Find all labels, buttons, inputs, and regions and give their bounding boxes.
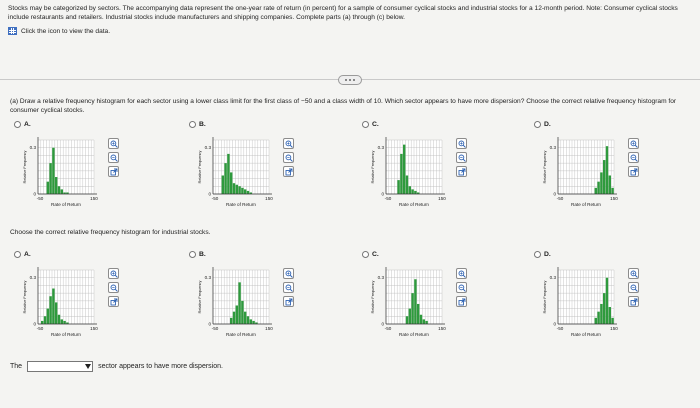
chart-tools <box>628 138 639 177</box>
magnify-minus-icon[interactable] <box>458 284 466 292</box>
zoom-out-button[interactable] <box>283 152 294 163</box>
histogram-bar <box>224 163 226 194</box>
histogram-bar <box>595 188 597 194</box>
zoom-in-button[interactable] <box>283 138 294 149</box>
x-axis-label: Rate of Return <box>399 202 429 207</box>
zoom-in-button[interactable] <box>628 268 639 279</box>
histogram-bar <box>236 185 238 194</box>
histogram-bar <box>611 188 613 194</box>
histogram-bar <box>603 293 605 324</box>
histogram-bar <box>406 316 408 324</box>
option-label: A. <box>24 121 31 128</box>
option-industrial-b[interactable] <box>189 251 206 258</box>
y-tick-label: 0 <box>208 191 211 197</box>
radio-industrial-b[interactable] <box>189 251 196 258</box>
x-axis-label: Rate of Return <box>226 202 256 207</box>
histogram-bar <box>397 180 399 194</box>
histogram-bar <box>41 321 43 324</box>
histogram-bar <box>252 321 254 324</box>
histogram-bar <box>417 304 419 324</box>
option-label: A. <box>24 251 31 258</box>
zoom-in-button[interactable] <box>108 268 119 279</box>
radio-consumer-b[interactable] <box>189 121 196 128</box>
expand-collapse-handle[interactable] <box>338 75 362 85</box>
histogram-bar <box>603 160 605 194</box>
x-tick-label: 150 <box>90 196 98 201</box>
option-label: C. <box>372 251 379 258</box>
histogram-bar <box>52 148 54 194</box>
magnify-minus-icon[interactable] <box>110 154 118 162</box>
external-link-icon[interactable] <box>630 168 638 176</box>
zoom-out-button[interactable] <box>283 282 294 293</box>
histogram-bar <box>597 182 599 194</box>
histogram-industrial-d[interactable] <box>540 262 626 348</box>
histogram-bar <box>49 296 51 324</box>
chart-tools <box>283 138 294 177</box>
magnify-minus-icon[interactable] <box>630 154 638 162</box>
histogram-bar <box>52 289 54 324</box>
histogram-industrial-b[interactable] <box>195 262 281 348</box>
external-link-icon[interactable] <box>110 168 118 176</box>
external-link-icon[interactable] <box>630 298 638 306</box>
data-table-icon[interactable] <box>8 27 17 35</box>
magnify-plus-icon[interactable] <box>458 270 466 278</box>
view-data-link[interactable] <box>8 27 110 35</box>
zoom-out-button[interactable] <box>108 282 119 293</box>
histogram-bar <box>611 318 613 324</box>
histogram-bar <box>244 312 246 324</box>
histogram-industrial-c[interactable] <box>368 262 454 348</box>
histogram-bar <box>411 189 413 194</box>
x-axis-label: Rate of Return <box>226 332 256 337</box>
histogram-bar <box>414 191 416 194</box>
zoom-out-button[interactable] <box>628 152 639 163</box>
histogram-bar <box>241 188 243 194</box>
histogram-bar <box>597 312 599 324</box>
histogram-bar <box>247 316 249 324</box>
zoom-in-button[interactable] <box>456 138 467 149</box>
industrial-question: Choose the correct relative frequency histogram for industrial stocks. <box>10 229 211 236</box>
histogram-bar <box>236 305 238 324</box>
histogram-bar <box>230 172 232 194</box>
histogram-bar <box>425 321 427 324</box>
option-consumer-b[interactable] <box>189 121 206 128</box>
chart-tools <box>108 138 119 177</box>
chevron-down-icon[interactable] <box>85 364 91 369</box>
radio-consumer-c[interactable] <box>362 121 369 128</box>
histogram-bar <box>238 282 240 324</box>
option-label: D. <box>544 251 551 258</box>
option-industrial-a[interactable] <box>14 251 31 258</box>
pop-out-button[interactable] <box>456 166 467 177</box>
x-tick-label: -50 <box>556 196 564 201</box>
zoom-in-button[interactable] <box>456 268 467 279</box>
pop-out-button[interactable] <box>108 296 119 307</box>
x-tick-label: 150 <box>610 196 618 201</box>
pop-out-button[interactable] <box>628 166 639 177</box>
option-industrial-c[interactable] <box>362 251 379 258</box>
y-tick-label: 0.3 <box>377 145 384 151</box>
y-tick-label: 0 <box>208 321 211 327</box>
histogram-bar <box>61 319 63 324</box>
histogram-bar <box>609 175 611 194</box>
option-consumer-d[interactable] <box>534 121 551 128</box>
pop-out-button[interactable] <box>628 296 639 307</box>
y-axis-label: Relative Frequency <box>371 280 375 314</box>
histogram-consumer-a[interactable] <box>20 132 106 218</box>
chart-tools <box>283 268 294 307</box>
view-data-label: Click the icon to view the data. <box>21 27 111 35</box>
x-axis-label: Rate of Return <box>399 332 429 337</box>
x-tick-label: -50 <box>36 196 44 201</box>
histogram-bar <box>600 304 602 324</box>
histogram-bar <box>409 309 411 324</box>
part-a-question: (a) Draw a relative frequency histogram for each sector using a lower class limit for the first class of −50 and a class width of 10. Which sector appears to have more dispersion? Choose the correct relative frequency histogram for consumer cyclical stocks. <box>10 98 677 114</box>
histogram-bar <box>406 175 408 194</box>
y-tick-label: 0.3 <box>29 145 36 151</box>
x-tick-label: 150 <box>438 326 446 331</box>
chart-tools <box>456 268 467 307</box>
pop-out-button[interactable] <box>283 296 294 307</box>
pop-out-button[interactable] <box>283 166 294 177</box>
radio-consumer-d[interactable] <box>534 121 541 128</box>
y-tick-label: 0.3 <box>204 145 211 151</box>
histogram-bar <box>400 154 402 194</box>
option-label: B. <box>199 121 206 128</box>
magnify-minus-icon[interactable] <box>630 284 638 292</box>
magnify-plus-icon[interactable] <box>285 270 293 278</box>
sector-dropdown[interactable] <box>27 361 93 372</box>
x-tick-label: -50 <box>211 196 219 201</box>
histogram-bar <box>409 186 411 194</box>
histogram-bar <box>414 279 416 324</box>
histogram-bar <box>55 302 57 324</box>
y-tick-label: 0 <box>381 191 384 197</box>
histogram-bar <box>420 315 422 324</box>
zoom-in-button[interactable] <box>628 138 639 149</box>
y-tick-label: 0 <box>33 321 36 327</box>
y-tick-label: 0.3 <box>377 275 384 281</box>
chart-tools <box>108 268 119 307</box>
histogram-bar <box>58 315 60 324</box>
y-axis-label: Relative Frequency <box>543 150 547 184</box>
y-tick-label: 0.3 <box>549 145 556 151</box>
radio-consumer-a[interactable] <box>14 121 21 128</box>
option-label: C. <box>372 121 379 128</box>
magnify-plus-icon[interactable] <box>630 140 638 148</box>
radio-industrial-d[interactable] <box>534 251 541 258</box>
external-link-icon[interactable] <box>285 168 293 176</box>
histogram-bar <box>241 301 243 324</box>
histogram-bar <box>47 309 49 324</box>
y-axis-label: Relative Frequency <box>198 280 202 314</box>
x-tick-label: 150 <box>438 196 446 201</box>
option-consumer-a[interactable] <box>14 121 31 128</box>
y-tick-label: 0.3 <box>549 275 556 281</box>
x-tick-label: -50 <box>36 326 44 331</box>
magnify-plus-icon[interactable] <box>110 270 118 278</box>
y-axis-label: Relative Frequency <box>198 150 202 184</box>
y-axis-label: Relative Frequency <box>23 280 27 314</box>
histogram-bar <box>233 312 235 324</box>
pop-out-button[interactable] <box>108 166 119 177</box>
histogram-bar <box>55 177 57 194</box>
histogram-bar <box>47 182 49 194</box>
histogram-consumer-b[interactable] <box>195 132 281 218</box>
x-axis-label: Rate of Return <box>571 332 601 337</box>
option-consumer-c[interactable] <box>362 121 379 128</box>
magnify-plus-icon[interactable] <box>285 140 293 148</box>
histogram-bar <box>600 172 602 194</box>
histogram-bar <box>222 175 224 194</box>
x-tick-label: -50 <box>384 196 392 201</box>
histogram-bar <box>230 318 232 324</box>
magnify-minus-icon[interactable] <box>285 154 293 162</box>
zoom-out-button[interactable] <box>108 152 119 163</box>
pop-out-button[interactable] <box>456 296 467 307</box>
histogram-industrial-a[interactable] <box>20 262 106 348</box>
x-tick-label: 150 <box>265 326 273 331</box>
chart-tools <box>628 268 639 307</box>
histogram-bar <box>227 154 229 194</box>
zoom-out-button[interactable] <box>456 152 467 163</box>
magnify-plus-icon[interactable] <box>458 140 466 148</box>
histogram-bar <box>609 307 611 324</box>
histogram-bar <box>49 163 51 194</box>
radio-industrial-c[interactable] <box>362 251 369 258</box>
zoom-in-button[interactable] <box>283 268 294 279</box>
magnify-minus-icon[interactable] <box>285 284 293 292</box>
histogram-bar <box>411 293 413 324</box>
histogram-consumer-d[interactable] <box>540 132 626 218</box>
external-link-icon[interactable] <box>110 298 118 306</box>
histogram-bar <box>606 146 608 194</box>
answer-suffix: sector appears to have more dispersion. <box>98 363 223 370</box>
option-label: B. <box>199 251 206 258</box>
external-link-icon[interactable] <box>285 298 293 306</box>
magnify-plus-icon[interactable] <box>630 270 638 278</box>
option-industrial-d[interactable] <box>534 251 551 258</box>
zoom-in-button[interactable] <box>108 138 119 149</box>
x-tick-label: -50 <box>384 326 392 331</box>
radio-industrial-a[interactable] <box>14 251 21 258</box>
x-tick-label: 150 <box>610 326 618 331</box>
magnify-plus-icon[interactable] <box>110 140 118 148</box>
x-axis-label: Rate of Return <box>51 332 81 337</box>
x-tick-label: 150 <box>265 196 273 201</box>
x-tick-label: -50 <box>211 326 219 331</box>
chart-tools <box>456 138 467 177</box>
y-axis-label: Relative Frequency <box>371 150 375 184</box>
histogram-bar <box>63 321 65 324</box>
histogram-consumer-c[interactable] <box>368 132 454 218</box>
y-tick-label: 0 <box>553 321 556 327</box>
magnify-minus-icon[interactable] <box>110 284 118 292</box>
histogram-bar <box>238 186 240 194</box>
option-label: D. <box>544 121 551 128</box>
external-link-icon[interactable] <box>458 298 466 306</box>
answer-row <box>10 361 223 372</box>
histogram-bar <box>61 189 63 194</box>
y-tick-label: 0.3 <box>29 275 36 281</box>
zoom-out-button[interactable] <box>628 282 639 293</box>
answer-prefix: The <box>10 363 23 370</box>
external-link-icon[interactable] <box>458 168 466 176</box>
x-tick-label: 150 <box>90 326 98 331</box>
y-axis-label: Relative Frequency <box>543 280 547 314</box>
x-tick-label: -50 <box>556 326 564 331</box>
histogram-bar <box>595 318 597 324</box>
x-axis-label: Rate of Return <box>51 202 81 207</box>
problem-intro-text: Stocks may be categorized by sectors. The accompanying data represent the one-year rate of return (in percent) for a sample of consumer cyclical stocks and industrial stocks for a 12-month period. Note: Consumer cyclical stocks include restaurants and retailers. Industrial stocks include manufacturers and shipping companies. Complete parts (a) through (c) below. <box>8 5 678 21</box>
magnify-minus-icon[interactable] <box>458 154 466 162</box>
y-axis-label: Relative Frequency <box>23 150 27 184</box>
histogram-bar <box>423 319 425 324</box>
histogram-bar <box>233 183 235 194</box>
histogram-bar <box>247 191 249 194</box>
zoom-out-button[interactable] <box>456 282 467 293</box>
y-tick-label: 0 <box>381 321 384 327</box>
histogram-bar <box>250 319 252 324</box>
histogram-bar <box>244 189 246 194</box>
histogram-bar <box>58 186 60 194</box>
histogram-bar <box>606 278 608 324</box>
y-tick-label: 0 <box>553 191 556 197</box>
y-tick-label: 0.3 <box>204 275 211 281</box>
y-tick-label: 0 <box>33 191 36 197</box>
x-axis-label: Rate of Return <box>571 202 601 207</box>
histogram-bar <box>44 316 46 324</box>
histogram-bar <box>403 145 405 194</box>
